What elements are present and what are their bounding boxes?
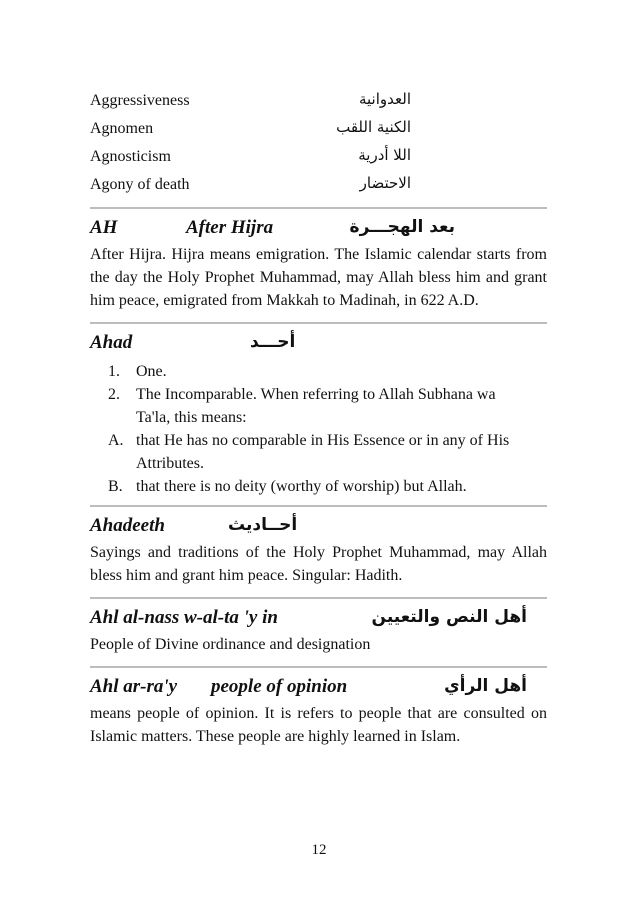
glossary-arabic: العدوانية [358,90,411,108]
list-marker: 1. [108,363,120,380]
glossary-arabic: الكنية اللقب [336,118,411,136]
entry-term: AH [90,217,118,238]
entry-heading [90,515,547,541]
section-divider [90,505,547,507]
entry-ah [90,217,547,312]
page-number: 12 [311,842,327,858]
entry-arabic: أحــاديث [228,515,298,535]
entry-definition: After Hijra. Hijra means emigration. The Islamic calendar starts from the day the Holy Prophet Muhammad, may Allah bless him and grant him peace, emigrated from Makkah to Madinah, in 622 A.D. [90,246,547,309]
entry-heading [90,676,547,702]
entry-term: Ahadeeth [90,515,165,536]
section-divider [90,597,547,599]
list-marker: B. [108,478,123,495]
definition-list [90,360,547,498]
list-item-text: The Incomparable. When referring to Allah Subhana wa Ta'la, this means: [136,386,496,426]
entry-heading [90,217,547,243]
list-marker: A. [108,432,124,449]
document-page [90,88,547,748]
glossary-row [90,172,547,200]
section-divider [90,322,547,324]
list-marker: 2. [108,386,120,403]
list-item-text: that He has no comparable in His Essence or in any of His Attributes. [136,432,510,472]
list-item [90,475,516,498]
entry-ahl-al-nass [90,607,547,656]
entry-arabic: أهل النص والتعيين [371,607,527,627]
glossary-term: Aggressiveness [90,92,190,109]
entry-definition: Sayings and traditions of the Holy Prophet Muhammad, may Allah bless him and grant him peace. Singular: Hadith. [90,544,547,584]
glossary-row [90,88,547,116]
entry-arabic: أهل الرأي [444,676,527,696]
glossary-row [90,144,547,172]
section-divider [90,207,547,209]
entry-definition: People of Divine ordinance and designation [90,636,371,653]
list-item [90,383,496,429]
entry-term: Ahl ar-ra'y [90,676,178,697]
entry-ahad [90,332,547,498]
list-item [90,360,547,383]
entry-heading [90,332,547,358]
glossary-term: Agnomen [90,120,154,137]
list-item-text: that there is no deity (worthy of worship) but Allah. [136,478,467,495]
glossary-arabic: الاحتضار [359,174,411,192]
list-item-text: One. [136,363,167,380]
entry-arabic: أحـــد [250,332,296,352]
entry-definition: means people of opinion. It is refers to people that are consulted on Islamic matters. These people are highly learned in Islam. [90,705,547,745]
glossary-term: Agony of death [90,176,190,193]
list-item [90,429,526,475]
glossary-list [90,88,547,200]
section-divider [90,666,547,668]
entry-heading [90,607,547,633]
entry-ahl-ar-ray [90,676,547,748]
glossary-row [90,116,547,144]
entry-term: Ahad [90,332,133,353]
entry-ahadeeth [90,515,547,587]
glossary-arabic: اللا أدرية [358,146,411,164]
entry-term: Ahl al-nass w-al-ta 'y in [90,607,278,628]
entry-transliteration: people of opinion [211,676,348,697]
glossary-term: Agnosticism [90,148,171,165]
entry-transliteration: After Hijra [186,217,274,238]
entry-arabic: بعد الهجـــرة [349,217,455,237]
